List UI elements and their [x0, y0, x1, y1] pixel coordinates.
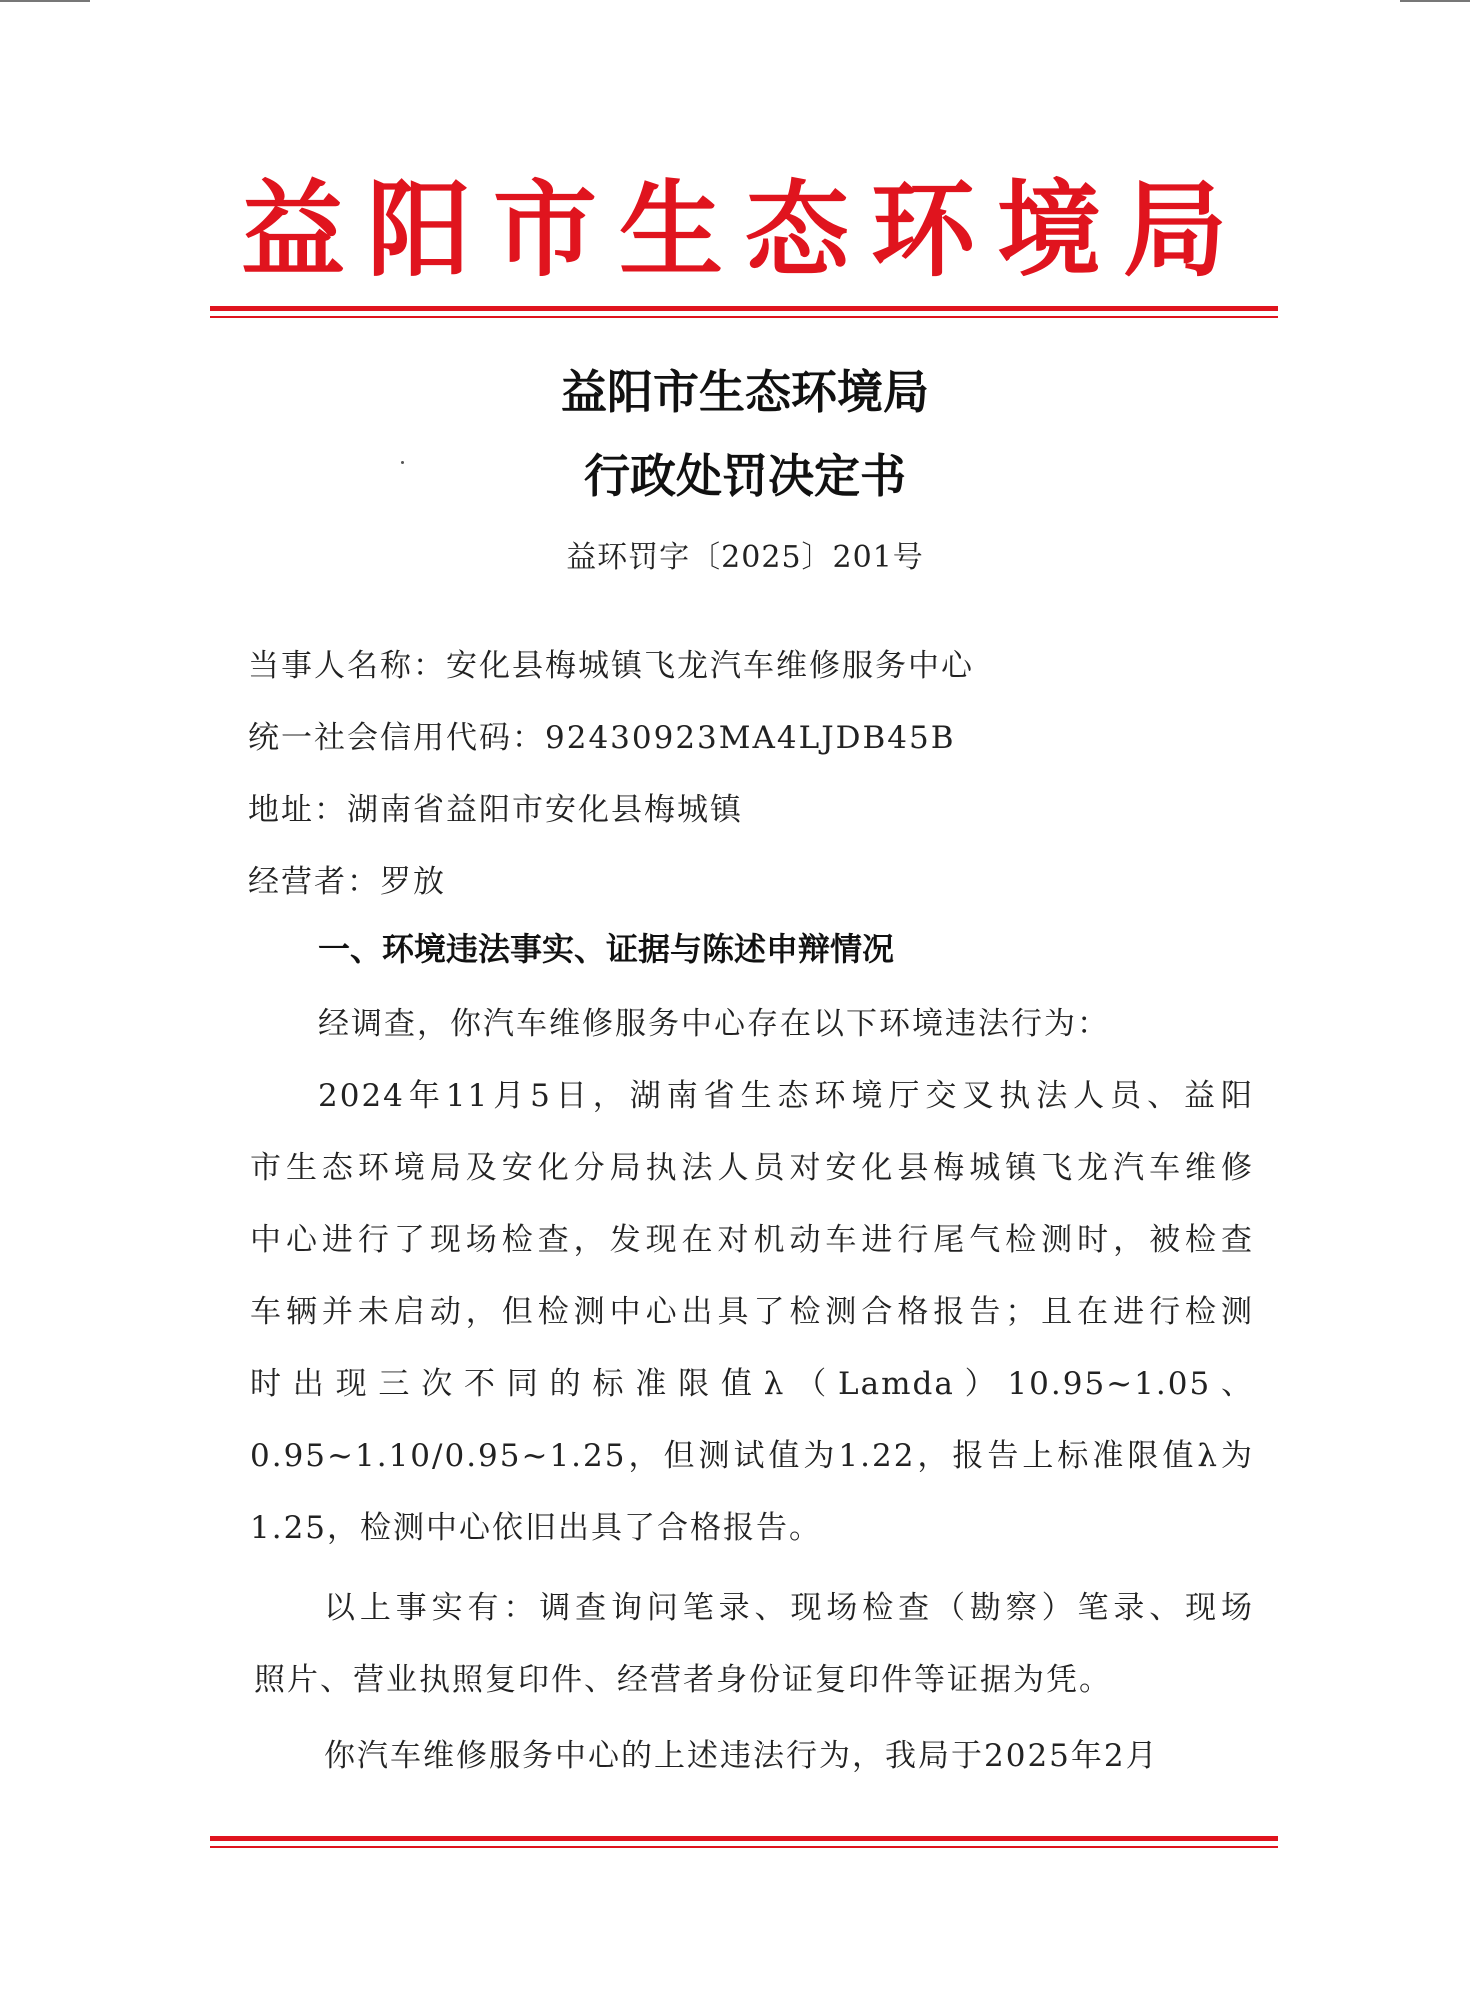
- header-red-rule-thin: [210, 316, 1278, 318]
- evidence-line: 以上事实有：调查询问笔录、现场检查（勘察）笔录、现场: [324, 1590, 1254, 1626]
- masthead-title: 益阳市生态环境局: [240, 169, 1249, 291]
- evidence-line: 照片、营业执照复印件、经营者身份证复印件等证据为凭。: [254, 1662, 1112, 1698]
- section-heading: 一、环境违法事实、证据与陈述申辩情况: [318, 930, 895, 968]
- scan-speck: [401, 461, 404, 464]
- document-title-issuer: 益阳市生态环境局: [561, 365, 929, 419]
- scan-edge-mark: [1400, 0, 1470, 2]
- continuation-line: 你汽车维修服务中心的上述违法行为，我局于2025年2月: [324, 1738, 1159, 1774]
- scan-edge-mark: [0, 0, 90, 2]
- facts-line: 车辆并未启动，但检测中心出具了检测合格报告；且在进行检测: [250, 1294, 1254, 1330]
- document-title-type: 行政处罚决定书: [584, 449, 906, 503]
- party-name: 当事人名称：安化县梅城镇飞龙汽车维修服务中心: [248, 648, 974, 684]
- facts-line: 2024年11月5日，湖南省生态环境厅交叉执法人员、益阳: [318, 1078, 1254, 1114]
- facts-line: 中心进行了现场检查，发现在对机动车进行尾气检测时，被检查: [250, 1222, 1254, 1258]
- document-number: 益环罚字〔2025〕201号: [566, 540, 924, 575]
- paragraph-intro: 经调查，你汽车维修服务中心存在以下环境违法行为：: [318, 1006, 1110, 1042]
- facts-line: 时出现三次不同的标准限值λ（Lamda）10.95~1.05、: [250, 1366, 1254, 1402]
- party-operator: 经营者：罗放: [248, 864, 446, 900]
- party-address: 地址：湖南省益阳市安化县梅城镇: [248, 792, 743, 828]
- facts-line: 1.25，检测中心依旧出具了合格报告。: [250, 1510, 823, 1546]
- facts-line: 市生态环境局及安化分局执法人员对安化县梅城镇飞龙汽车维修: [250, 1150, 1254, 1186]
- header-red-rule: [210, 306, 1278, 311]
- footer-red-rule-thin: [210, 1846, 1278, 1848]
- facts-line: 0.95~1.10/0.95~1.25，但测试值为1.22，报告上标准限值λ为: [250, 1438, 1254, 1474]
- footer-red-rule: [210, 1836, 1278, 1841]
- party-credit-code: 统一社会信用代码：92430923MA4LJDB45B: [248, 720, 956, 756]
